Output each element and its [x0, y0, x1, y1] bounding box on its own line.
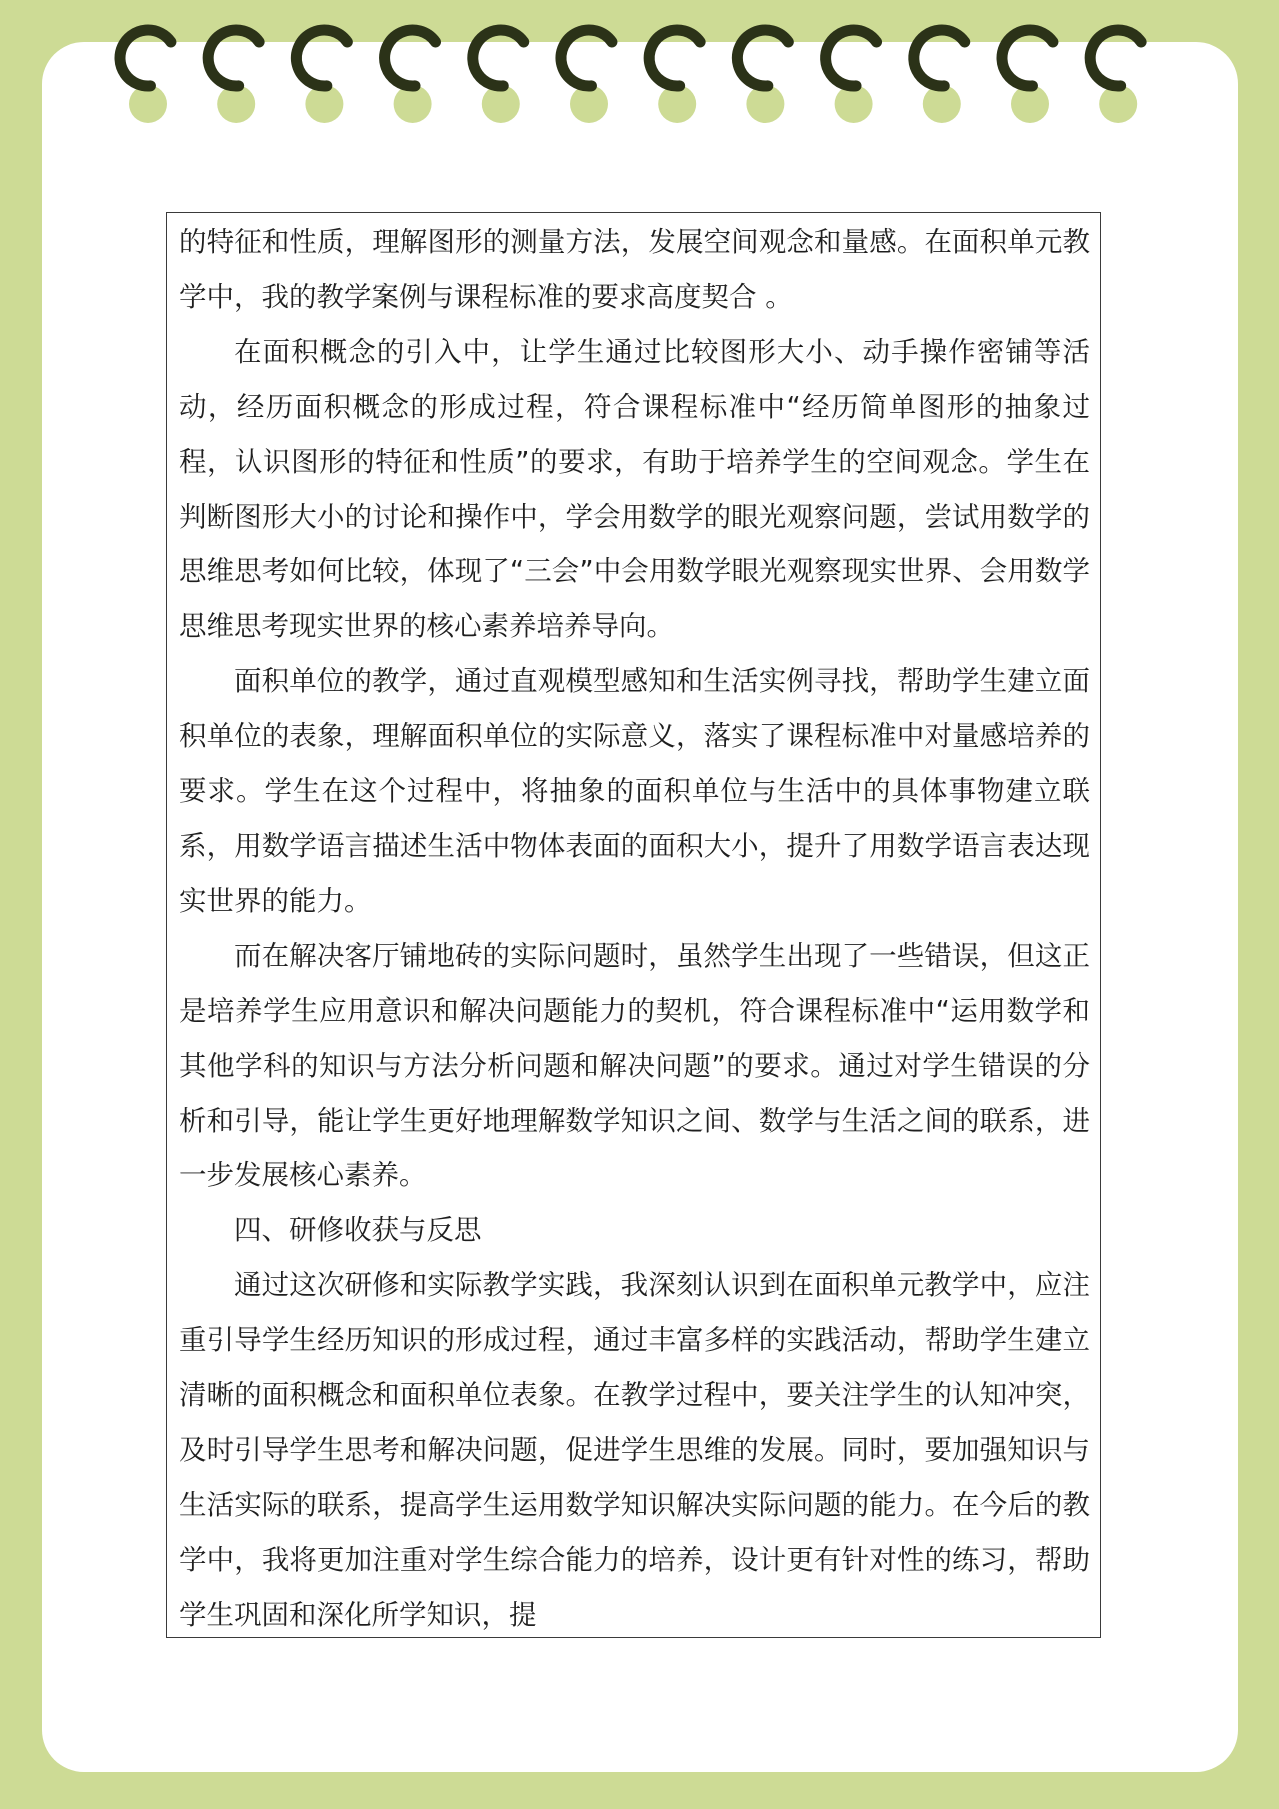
spiral-ring-icon	[561, 30, 612, 86]
spiral-ring-icon	[120, 30, 171, 86]
spiral-ring-icon	[914, 30, 965, 86]
spiral-ring-icon	[473, 30, 524, 86]
spiral-ring-icon	[296, 30, 347, 86]
section-heading: 四、研修收获与反思	[234, 1214, 482, 1247]
paragraph-4: 而在解决客厅铺地砖的实际问题时，虽然学生出现了一些错误，但这正是培养学生应用意识和解决问题能力的契机，符合课程标准中“运用数学和其他学科的知识与方法分析问题和解决问题”的要求。通过对学生错误的分析和引导，能让学生更好地理解数学知识之间、数学与生活之间的联系，进一步发展核心素养。	[179, 939, 1090, 1192]
spiral-ring-icon	[649, 30, 700, 86]
paragraph-3: 面积单位的教学，通过直观模型感知和生活实例寻找，帮助学生建立面积单位的表象，理解面积单位的实际意义，落实了课程标准中对量感培养的要求。学生在这个过程中，将抽象的面积单位与生活中的具体事物建立联系，用数学语言描述生活中物体表面的面积大小，提升了用数学语言表达现实世界的能力。	[179, 665, 1090, 917]
spiral-ring-icon	[1002, 30, 1053, 86]
document-text-box	[166, 212, 1101, 1638]
spiral-ring-icon	[208, 30, 259, 86]
spiral-ring-icon	[737, 30, 788, 86]
spiral-ring-icon	[385, 30, 436, 86]
paragraph-1: 的特征和性质，理解图形的测量方法，发展空间观念和量感。在面积单元教学中，我的教学案例与课程标准的要求高度契合 。	[179, 226, 1090, 313]
paragraph-2: 在面积概念的引入中，让学生通过比较图形大小、动手操作密铺等活动，经历面积概念的形成过程，符合课程标准中“经历简单图形的抽象过程，认识图形的特征和性质”的要求，有助于培养学生的空间观念。学生在判断图形大小的讨论和操作中，学会用数学的眼光观察问题，尝试用数学的思维思考如何比较，体现了“三会”中会用数学眼光观察现实世界、会用数学思维思考现实世界的核心素养培养导向。	[179, 335, 1090, 643]
spiral-binding	[0, 0, 1279, 140]
paragraph-5: 通过这次研修和实际教学实践，我深刻认识到在面积单元教学中，应注重引导学生经历知识的形成过程，通过丰富多样的实践活动，帮助学生建立清晰的面积概念和面积单位表象。在教学过程中，要关注学生的认知冲突，及时引导学生思考和解决问题，促进学生思维的发展。同时，要加强知识与生活实际的联系，提高学生运用数学知识解决实际问题的能力。在今后的教学中，我将更加注重对学生综合能力的培养，设计更有针对性的练习，帮助学生巩固和深化所学知识，提	[179, 1269, 1090, 1631]
spiral-ring-icon	[1090, 30, 1141, 86]
spiral-ring-icon	[826, 30, 877, 86]
